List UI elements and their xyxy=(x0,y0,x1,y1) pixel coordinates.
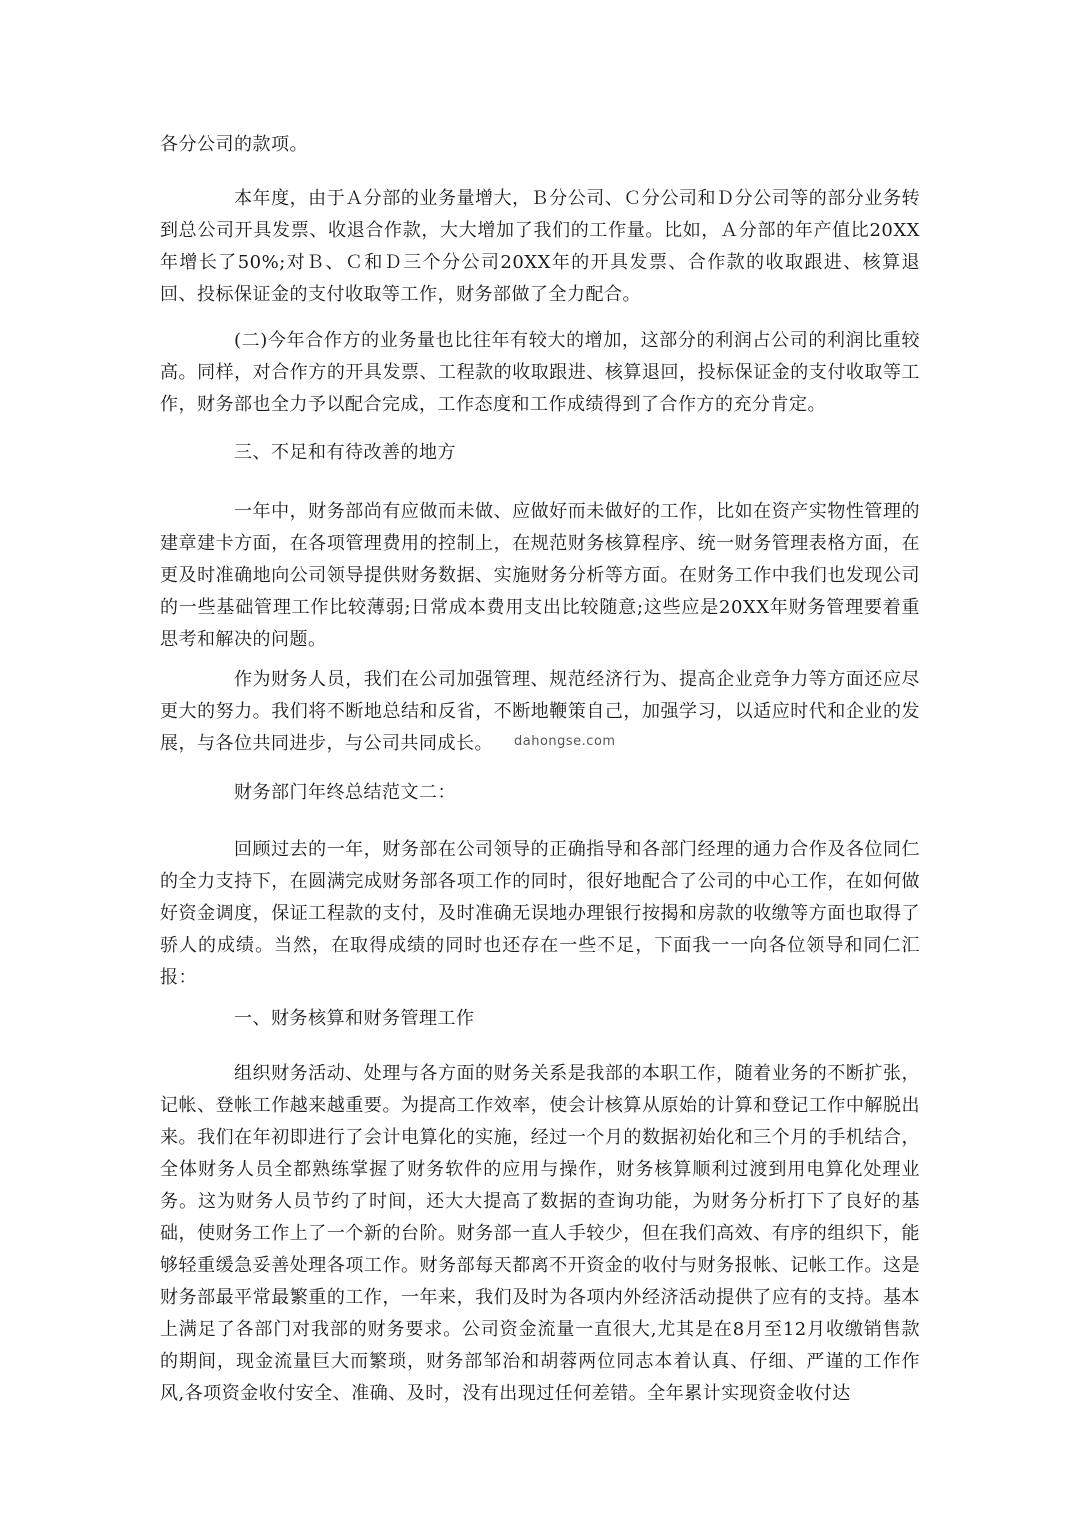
section-heading-1: 一、财务核算和财务管理工作 xyxy=(234,1008,475,1029)
paragraph-4: 一年中，财务部尚有应做而未做、应做好而未做好的工作，比如在资产实物性管理的建章建卡方面，在各项管理费用的控制上，在规范财务核算程序、统一财务管理表格方面，在更及时准确地向公司领导提供财务数据、实施财务分析等方面。在财务工作中我们也发现公司的一些基础管理工作比较薄弱;日常成本费用支出比较随意;这些应是20XX年财务管理要着重思考和解决的问题。 xyxy=(160,501,920,650)
paragraph-3: (二)今年合作方的业务量也比往年有较大的增加，这部分的利润占公司的利润比重较高。同样，对合作方的开具发票、工程款的收取跟进、核算退回，投标保证金的支付收取等工作，财务部也全力予以配合完成，工作态度和工作成绩得到了合作方的充分肯定。 xyxy=(160,330,920,415)
paragraph-6: 回顾过去的一年，财务部在公司领导的正确指导和各部门经理的通力合作及各位同仁的全力支持下，在圆满完成财务部各项工作的同时，很好地配合了公司的中心工作，在如何做好资金调度，保证工程款的支付，及时准确无误地办理银行按揭和房款的收缴等方面也取得了骄人的成绩。当然，在取得成绩的同时也还存在一些不足，下面我一一向各位领导和同仁汇报： xyxy=(160,839,920,988)
paragraph-2: 本年度，由于Ａ分部的业务量增大，Ｂ分公司、Ｃ分公司和Ｄ分公司等的部分业务转到总公司开具发票、收退合作款，大大增加了我们的工作量。比如，Ａ分部的年产值比20XX年增长了50%;对Ｂ、Ｃ和Ｄ三个分公司20XX年的开具发票、合作款的收取跟进、核算退回、投标保证金的支付收取等工作，财务部做了全力配合。 xyxy=(160,188,920,305)
section-heading-3: 三、不足和有待改善的地方 xyxy=(234,442,456,463)
paragraph-5: 作为财务人员，我们在公司加强管理、规范经济行为、提高企业竞争力等方面还应尽更大的努力。我们将不断地总结和反省，不断地鞭策自己，加强学习，以适应时代和企业的发展，与各位共同进步，与公司共同成长。 xyxy=(160,669,920,754)
watermark: dahongse.com xyxy=(514,734,616,749)
article-heading: 财务部门年终总结范文二： xyxy=(234,782,456,803)
paragraph-1: 各分公司的款项。 xyxy=(160,134,308,155)
paragraph-7: 组织财务活动、处理与各方面的财务关系是我部的本职工作，随着业务的不断扩张，记帐、登帐工作越来越重要。为提高工作效率，使会计核算从原始的计算和登记工作中解脱出来。我们在年初即进行了会计电算化的实施，经过一个月的数据初始化和三个月的手机结合，全体财务人员全都熟练掌握了财务软件的应用与操作，财务核算顺利过渡到用电算化处理业务。这为财务人员节约了时间，还大大提高了数据的查询功能，为财务分析打下了良好的基础，使财务工作上了一个新的台阶。财务部一直人手较少，但在我们高效、有序的组织下，能够轻重缓急妥善处理各项工作。财务部每天都离不开资金的收付与财务报帐、记帐工作。这是财务部最平常最繁重的工作，一年来，我们及时为各项内外经济活动提供了应有的支持。基本上满足了各部门对我部的财务要求。公司资金流量一直很大,尤其是在8月至12月收缴销售款的期间，现金流量巨大而繁琐，财务部邹治和胡蓉两位同志本着认真、仔细、严谨的工作作风,各项资金收付安全、准确、及时，没有出现过任何差错。全年累计实现资金收付达 xyxy=(160,1063,920,1404)
